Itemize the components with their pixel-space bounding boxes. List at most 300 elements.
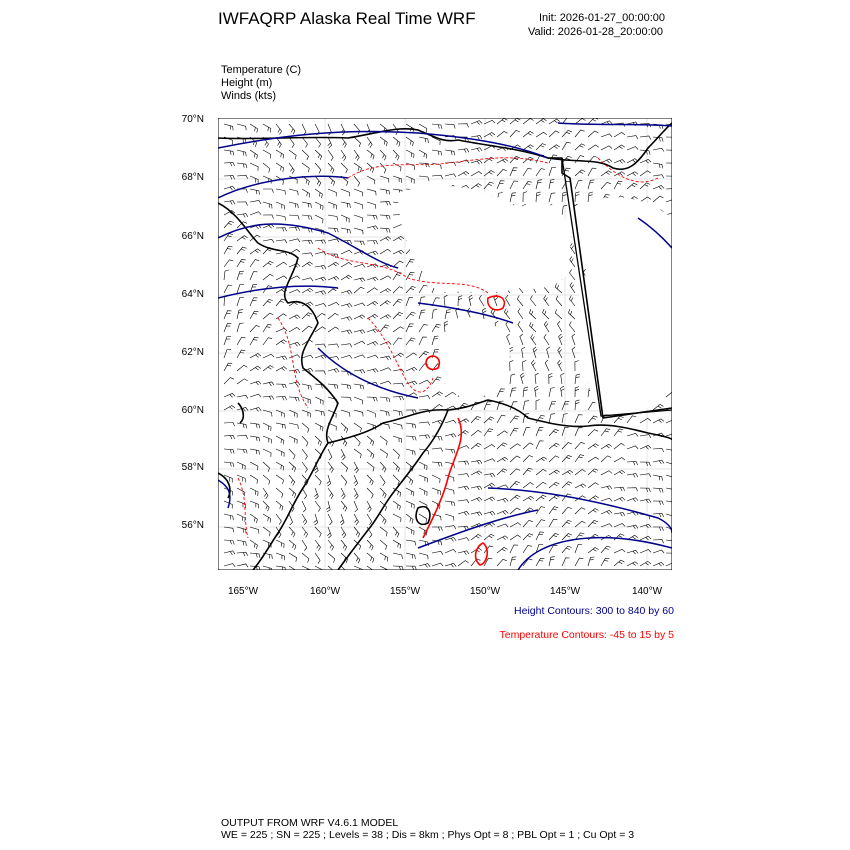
wind-barb (276, 340, 287, 345)
wind-barb (653, 186, 664, 190)
wind-barb (471, 460, 482, 464)
wind-barb (393, 514, 401, 522)
wind-barb (393, 396, 404, 400)
wind-barb (354, 264, 365, 267)
wind-barb (653, 460, 664, 464)
wind-barb (588, 180, 594, 189)
wind-barb (328, 553, 335, 563)
wind-barb (341, 124, 345, 135)
wind-barb (263, 163, 270, 173)
wind-barb (471, 534, 482, 540)
wind-barb (315, 240, 326, 244)
wind-barb (601, 471, 612, 475)
wind-barb (575, 484, 586, 488)
wind-barb (315, 265, 326, 269)
wind-barb (510, 416, 519, 423)
wind-barb (529, 309, 536, 319)
wind-barb (572, 334, 575, 345)
wind-barb (341, 355, 352, 358)
wind-barb (263, 354, 274, 358)
wind-barb (497, 389, 505, 397)
wind-barb (640, 445, 651, 449)
wind-barb (341, 344, 352, 348)
wind-barb (380, 436, 387, 445)
wind-barb (328, 369, 339, 373)
wind-barb (315, 277, 326, 281)
wind-barb (224, 246, 233, 254)
wind-barb (575, 455, 584, 462)
wind-barb (315, 344, 326, 348)
wind-barb (328, 228, 338, 232)
wind-barb (510, 444, 521, 449)
lon-label-155w: 155°W (389, 586, 421, 597)
wind-barb (263, 527, 270, 536)
wind-barb (341, 449, 345, 460)
wind-barb (484, 497, 495, 501)
wind-barb (536, 119, 547, 124)
wind-barb (224, 406, 235, 411)
wind-barb (588, 118, 598, 124)
wind-barb (328, 327, 339, 332)
wind-barb (536, 400, 540, 411)
wind-barb (518, 308, 523, 319)
wind-barb (341, 317, 352, 321)
wind-barb (289, 315, 300, 319)
wind-barb (263, 488, 268, 499)
wind-barb (289, 527, 295, 537)
wind-barb (237, 540, 246, 546)
wind-barb (393, 540, 401, 549)
wind-barb (533, 347, 537, 358)
wind-barb (640, 550, 651, 554)
wind-barb (471, 443, 482, 449)
wind-barb (536, 169, 545, 176)
wind-barb (614, 549, 625, 553)
wind-barb (302, 278, 313, 281)
wind-barb (289, 342, 300, 346)
wind-barb (575, 400, 580, 410)
wind-barb (341, 202, 350, 208)
wind-barb (445, 162, 456, 166)
wind-barb (458, 500, 469, 504)
wind-barb (289, 475, 295, 486)
wind-barb (314, 488, 318, 499)
wind-barb (224, 186, 235, 190)
wind-barb (354, 202, 363, 209)
wind-barb (588, 192, 593, 202)
wind-barb (289, 189, 298, 195)
wind-barb (562, 470, 573, 475)
wind-barb (354, 341, 365, 345)
wind-barb (432, 462, 442, 467)
wind-barb (471, 184, 482, 189)
wind-barb (601, 444, 612, 449)
wind-barb (640, 418, 651, 423)
wind-barb (380, 514, 386, 524)
wind-barb (666, 462, 672, 469)
wind-barb (406, 410, 417, 414)
wind-barb (354, 475, 358, 486)
wind-barb (445, 449, 455, 454)
wind-barb (601, 456, 611, 462)
wind-barb (419, 514, 427, 523)
wind-barb (367, 488, 373, 498)
wind-barb (237, 365, 247, 371)
wind-barb (302, 189, 310, 198)
wind-barb (276, 150, 284, 159)
wind-barb (393, 553, 402, 559)
wind-barb (471, 430, 482, 436)
wind-barb (250, 527, 259, 534)
wind-barb (302, 215, 312, 220)
wind-barb (393, 449, 400, 459)
wind-barb (237, 379, 248, 384)
wind-barb (289, 202, 298, 208)
wind-barb (510, 130, 520, 137)
lon-label-160w: 160°W (309, 586, 341, 597)
wind-barb (653, 501, 663, 505)
wind-barb (289, 514, 293, 525)
wind-barb (432, 324, 441, 332)
wind-barb (523, 401, 529, 410)
wind-barb (250, 501, 258, 508)
wind-barb (523, 496, 534, 501)
wind-barb (549, 470, 560, 475)
wind-barb (627, 474, 638, 478)
wind-barb (237, 284, 244, 293)
wind-barb (666, 501, 672, 506)
wind-barb (419, 422, 430, 426)
wind-barb (354, 124, 360, 134)
wind-barb (640, 435, 651, 438)
wind-barb (588, 548, 599, 554)
wind-barb (341, 263, 352, 268)
wind-barb (575, 119, 586, 125)
wind-barb (367, 397, 377, 401)
wind-barb (406, 324, 414, 332)
wind-barb (367, 369, 378, 373)
wind-barb (445, 124, 455, 129)
wind-barb (237, 202, 248, 206)
wind-barb (315, 371, 326, 375)
wind-barb (497, 169, 507, 176)
wind-barb (558, 347, 562, 358)
wind-barb (367, 566, 374, 570)
wind-barb (535, 386, 539, 397)
wind-barb (367, 501, 371, 512)
wind-barb (328, 384, 338, 389)
wind-barb (575, 428, 583, 436)
lat-label-60n: 60°N (181, 405, 204, 416)
wind-barb (549, 167, 556, 176)
wind-barb (547, 347, 550, 358)
wind-barb (549, 373, 553, 384)
wind-barb (497, 457, 508, 462)
wind-barb (484, 429, 493, 436)
wind-barb (302, 262, 313, 267)
wind-barb (380, 381, 391, 384)
wind-barb (432, 124, 442, 129)
wind-barb (666, 189, 672, 193)
wind-barb (575, 144, 585, 150)
wind-barb (601, 524, 612, 527)
wind-barb (250, 124, 258, 133)
wind-barb (250, 298, 258, 306)
wind-barb (354, 176, 360, 187)
wind-barb (627, 416, 636, 423)
wind-barb (549, 193, 555, 202)
wind-barb (575, 192, 579, 202)
wind-barb (520, 334, 523, 345)
wind-barb (276, 514, 281, 525)
wind-barb (614, 487, 625, 491)
wind-barb (367, 540, 373, 550)
wind-barb (380, 397, 390, 402)
wind-barb (289, 462, 296, 472)
wind-barb (393, 261, 403, 267)
wind-barb (341, 250, 352, 254)
wind-barb (302, 553, 309, 563)
wind-barb (276, 553, 285, 560)
wind-barb (484, 171, 495, 177)
wind-barb (569, 296, 575, 307)
wind-barb (432, 475, 440, 483)
wind-barb (562, 205, 567, 215)
wind-barb (419, 475, 427, 482)
wind-barb (531, 360, 536, 371)
wind-barb (237, 423, 247, 428)
wind-barb (315, 176, 321, 186)
wind-barb (445, 310, 451, 320)
wind-barb (341, 462, 348, 472)
wind-barb (354, 488, 358, 499)
wind-barb (289, 423, 298, 429)
wind-barb (224, 449, 234, 454)
wind-barb (315, 397, 323, 405)
wind-barb (393, 163, 401, 171)
wind-barb (263, 313, 273, 319)
wind-barb (328, 449, 332, 460)
wind-barb (354, 397, 363, 404)
wind-barb (666, 540, 672, 545)
wind-barb (276, 215, 286, 221)
wind-barb (393, 527, 399, 537)
wind-barb (250, 514, 257, 523)
wind-barb (666, 199, 672, 203)
wind-barb (224, 349, 231, 358)
wind-barb (224, 435, 235, 439)
wind-barb (289, 290, 300, 293)
wind-barb (328, 344, 339, 348)
wind-barb (237, 323, 244, 332)
wind-barb (510, 374, 515, 384)
wind-barb (471, 148, 482, 152)
wind-barb (354, 150, 359, 161)
wind-barb (276, 314, 287, 319)
wind-barb (393, 436, 402, 443)
wind-barb (224, 363, 232, 371)
wind-barb (458, 551, 469, 555)
wind-barb (614, 132, 625, 137)
wind-barb (367, 514, 372, 525)
wind-barb (328, 566, 335, 570)
wind-barb (341, 397, 351, 401)
wind-barb (328, 540, 334, 551)
wind-barb (380, 540, 387, 550)
wind-barb (328, 277, 339, 281)
wind-barb (666, 419, 672, 423)
wind-barb (315, 150, 322, 160)
wind-barb (432, 309, 437, 319)
wind-barb (263, 124, 271, 133)
wind-barb (458, 538, 469, 541)
lat-label-64n: 64°N (181, 289, 204, 300)
wind-barb (354, 514, 359, 525)
wind-barb (250, 325, 260, 332)
wind-barb (276, 449, 284, 457)
wind-barb (419, 310, 425, 319)
wind-barb (354, 566, 362, 570)
wind-barb (354, 315, 365, 319)
wind-barb (536, 180, 542, 189)
wind-barb (523, 387, 528, 397)
wind-barb (432, 488, 441, 495)
wind-barb (354, 303, 365, 306)
wind-barb (536, 482, 546, 488)
wind-barb (484, 182, 494, 189)
wind-barb (406, 501, 414, 509)
wind-barb (315, 291, 326, 295)
wind-barb (237, 297, 244, 306)
wind-barb (562, 427, 569, 436)
wind-barb (640, 462, 650, 466)
wind-barb (406, 338, 415, 345)
wind-barb (380, 342, 391, 345)
wind-barb (380, 449, 388, 458)
wind-barb (341, 475, 347, 485)
wind-barb (497, 431, 508, 436)
wind-barb (458, 511, 469, 515)
wind-barb (549, 388, 555, 398)
wind-barb (497, 415, 506, 423)
wind-barb (562, 402, 569, 410)
wind-barb (506, 295, 511, 306)
wind-barb (341, 566, 347, 570)
wind-barb (562, 443, 572, 450)
wind-barb (588, 509, 599, 515)
wind-barb (341, 527, 346, 538)
wind-barb (627, 183, 637, 189)
wind-barb (315, 163, 321, 173)
lon-label-140w: 140°W (631, 586, 663, 597)
wind-barb (484, 512, 495, 516)
wind-barb (224, 423, 235, 427)
wind-barb (328, 239, 339, 242)
wind-barb (250, 212, 261, 215)
wind-barb (666, 475, 672, 482)
wind-barb (393, 501, 400, 510)
wind-barb (380, 176, 389, 183)
wind-barb (367, 241, 378, 245)
wind-barb (341, 163, 347, 173)
wind-barb (367, 553, 374, 563)
wind-barb (354, 553, 360, 563)
wind-barb (380, 150, 386, 160)
wind-barb (627, 498, 638, 502)
wind-barb (393, 475, 399, 485)
wind-barb (276, 566, 286, 570)
wind-barb (289, 449, 295, 459)
wind-barb (367, 475, 373, 485)
wind-barb (471, 498, 482, 502)
wind-barb (302, 150, 309, 160)
wind-barb (380, 475, 385, 486)
wind-barb (510, 523, 521, 527)
wind-barb (627, 172, 638, 176)
wind-barb (653, 163, 663, 168)
wind-barb (444, 295, 448, 306)
wind-barb (484, 483, 495, 488)
wind-barb (289, 397, 299, 401)
wind-barb (562, 142, 571, 150)
wind-barb (406, 514, 413, 523)
wind-barb (406, 353, 417, 358)
wind-barb (276, 189, 286, 195)
wind-barb (237, 310, 243, 319)
wind-barb (570, 282, 575, 293)
wind-barb (640, 536, 651, 540)
wind-barb (458, 486, 469, 490)
wind-barb (263, 299, 273, 306)
wind-barb (640, 197, 651, 202)
wind-barb (354, 423, 361, 432)
wind-barb (419, 297, 425, 306)
wind-barb (250, 436, 260, 441)
wind-barb (522, 347, 526, 358)
wind-barb (653, 475, 663, 481)
wind-barb (224, 378, 234, 384)
field-label-winds: Winds (kts) (221, 90, 276, 102)
wind-barb (393, 327, 404, 332)
wind-barb (367, 189, 376, 195)
wind-barb (562, 534, 572, 541)
wind-barb (341, 150, 346, 161)
wind-barb (224, 285, 232, 293)
wind-barb (289, 215, 299, 220)
wind-barb (570, 256, 575, 267)
wind-barb (549, 557, 555, 566)
wind-barb (315, 215, 323, 223)
wind-barb (393, 299, 403, 306)
wind-barb (224, 514, 233, 520)
wind-barb (380, 527, 387, 536)
wind-barb (549, 401, 556, 410)
wind-barb (354, 436, 360, 446)
wind-barb (406, 423, 416, 428)
wind-barb (302, 253, 313, 257)
lat-label-56n: 56°N (181, 520, 204, 531)
wind-barb (445, 514, 454, 521)
wind-barb (510, 535, 521, 540)
wind-barb (354, 370, 365, 374)
wind-barb (536, 144, 546, 150)
wind-barb (289, 540, 296, 550)
wind-barb (601, 498, 612, 501)
wind-barb (458, 431, 469, 437)
wind-barb (302, 137, 308, 148)
wind-barb (250, 394, 261, 397)
wind-barb (640, 561, 651, 566)
